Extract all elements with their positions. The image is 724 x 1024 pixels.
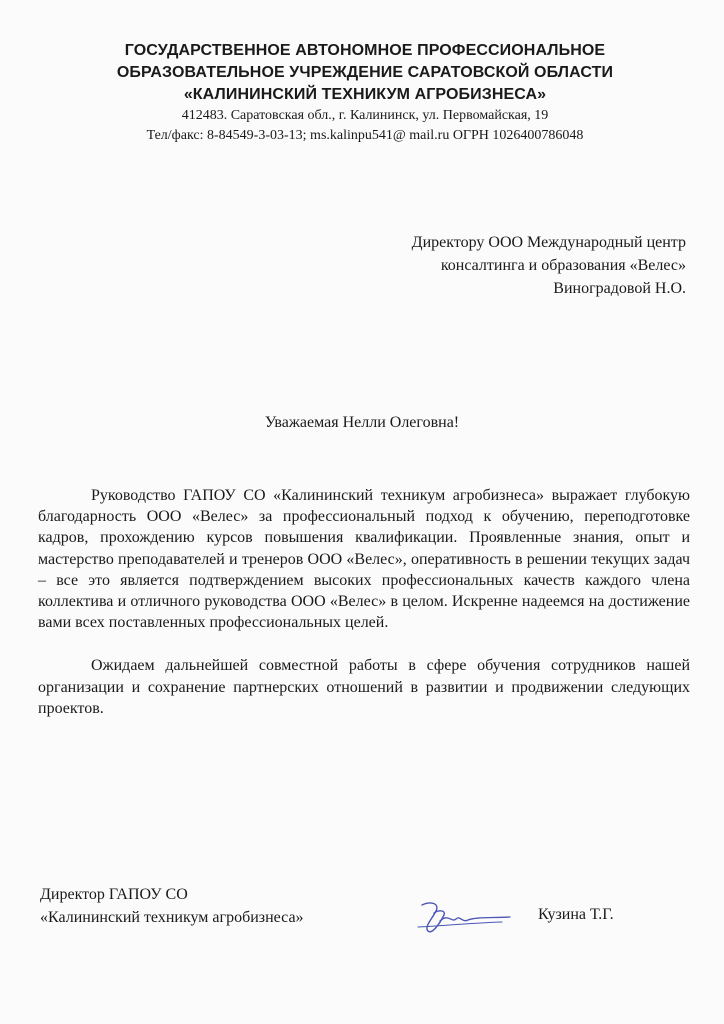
body-paragraph-2: Ожидаем дальнейшей совместной работы в сфере обучения сотрудников нашей организации и сохранение партнерских отношений в развитии и продвижении следующих проектов. bbox=[38, 657, 690, 717]
org-name-line-2: ОБРАЗОВАТЕЛЬНОЕ УЧРЕЖДЕНИЕ САРАТОВСКОЙ ОБЛАСТИ bbox=[116, 64, 614, 81]
handwritten-signature bbox=[410, 893, 520, 943]
org-contacts: Тел/факс: 8-84549-3-03-13; ms.kalinpu541@ mail.ru ОГРН 1026400786048 bbox=[146, 128, 584, 143]
letter-body bbox=[38, 485, 690, 719]
recipient-block bbox=[412, 231, 686, 300]
recipient-line-2: консалтинга и образования «Велес» bbox=[440, 257, 686, 274]
letterhead bbox=[40, 40, 690, 146]
signatory-name: Кузина Т.Г. bbox=[538, 906, 614, 923]
signature-flourish bbox=[440, 917, 510, 921]
signatory-title bbox=[40, 883, 304, 929]
signatory-title-line-1: Директор ГАПОУ СО bbox=[40, 886, 188, 903]
salutation: Уважаемая Нелли Олеговна! bbox=[264, 414, 460, 431]
signatory-title-line-2: «Калининский техникум агробизнеса» bbox=[40, 909, 304, 926]
body-paragraph-1: Руководство ГАПОУ СО «Калининский техникум агробизнеса» выражает глубокую благодарность ООО «Велес» за профессиональный подход к обучению, переподготовке кадров, прохождению курсов повышения квалификации. Проявленные знания, опыт и мастерство преподавателей и тренеров ООО «Велес», оперативность в решении текущих задач – все это является подтверждением высоких профессиональных качеств каждого члена коллектива и отличного руководства ООО «Велес» в целом. Искренне надеемся на достижение вами всех поставленных профессиональных целей. bbox=[38, 487, 690, 632]
recipient-line-1: Директору ООО Международный центр bbox=[411, 234, 686, 251]
org-name-line-1: ГОСУДАРСТВЕННОЕ АВТОНОМНОЕ ПРОФЕССИОНАЛЬНОЕ bbox=[124, 42, 606, 59]
signature-underline bbox=[418, 922, 502, 927]
org-name-line-3: «КАЛИНИНСКИЙ ТЕХНИКУМ АГРОБИЗНЕСА» bbox=[183, 86, 547, 103]
org-address: 412483. Саратовская обл., г. Калининск, ул. Первомайская, 19 bbox=[181, 108, 549, 123]
signature-stroke bbox=[422, 903, 444, 932]
recipient-line-3: Виноградовой Н.О. bbox=[553, 280, 686, 297]
